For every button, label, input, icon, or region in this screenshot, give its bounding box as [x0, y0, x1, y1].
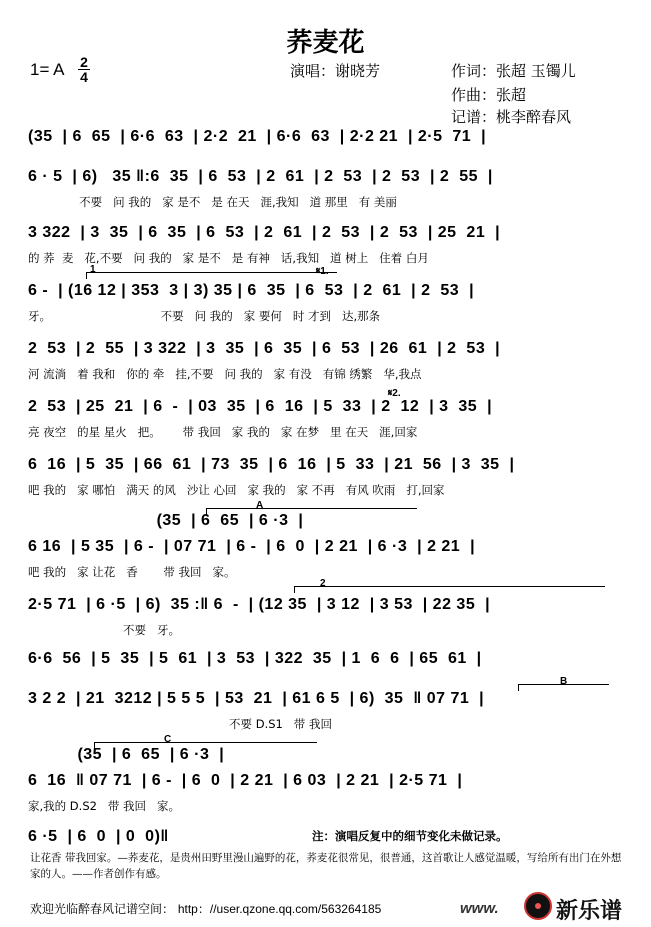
- segno-2: 𝄋2.: [388, 388, 401, 399]
- volta-a-label: A: [256, 500, 264, 511]
- volta-c-label: C: [164, 734, 172, 745]
- song-title: 荞麦花: [286, 28, 365, 58]
- notes-line: 6 - | (16 12 | 353 3 | 3) 35 | 6 35 | 6 53 | 2 61 | 2 53 |: [28, 282, 475, 299]
- notes-line: (35 | 6 65 | 6 ·3 |: [28, 512, 304, 529]
- ending-bracket-2: [294, 586, 605, 593]
- ending-2-label: 2: [320, 578, 326, 589]
- notes-line: 2 53 | 2 55 | 3 322 | 3 35 | 6 35 | 6 53 | 26 61 | 2 53 |: [28, 340, 501, 357]
- lyrics-line: 亮 夜空 的星 星火 把。 带 我回 家 我的 家 在梦 里 在天 涯,回家: [28, 425, 418, 439]
- time-sig-bottom: 4: [80, 69, 88, 85]
- logo-text: 新乐谱: [556, 899, 623, 924]
- singer-credit: 演唱：谢晓芳: [290, 62, 381, 80]
- welcome-text: 欢迎光临醉春风记谱空间：: [30, 902, 175, 916]
- notes-line: 3 2 2 | 21 3212 | 5 5 5 | 53 21 | 61 6 5 | 6) 35 ‖ 07 71 |: [28, 690, 485, 707]
- key-signature: 1= A: [30, 60, 65, 79]
- notes-line: 2·5 71 | 6 ·5 | 6) 35 :‖ 6 - | (12 35 | 3 12 | 3 53 | 22 35 |: [28, 596, 491, 613]
- lyrics-line: 牙。 不要 问 我的 家 要何 时 才到 达,那条: [28, 309, 381, 323]
- notes-line: 6 16 ‖ 07 71 | 6 - | 6 0 | 2 21 | 6 03 | 2 21 | 2·5 71 |: [28, 772, 463, 789]
- notes-line: 2 53 | 25 21 | 6 - | 03 35 | 6 16 | 5 33 | 2 12 | 3 35 |: [28, 398, 493, 415]
- lyrics-line: 的 荞 麦 花,不要 问 我的 家 是不 是 有神 话,我知 道 树上 住着 白月: [28, 251, 429, 265]
- lyrics-line: 河 流淌 着 我和 你的 牵 挂,不要 问 我的 家 有没 有锦 绣繁 华,我点: [28, 367, 422, 381]
- site-logo[interactable]: [520, 890, 648, 924]
- watermark-www: www.: [460, 900, 499, 917]
- time-sig-top: 2: [80, 54, 88, 70]
- lyrics-line: 不要 D.S1 带 我回: [28, 717, 332, 731]
- lyrics-line: 吧 我的 家 哪怕 满天 的风 沙让 心回 家 我的 家 不再 有风 吹雨 打,回家: [28, 483, 445, 497]
- notes-line: 6 · 5 | 6) 35 ‖:6 35 | 6 53 | 2 61 | 2 53 | 2 53 | 2 55 |: [28, 168, 493, 185]
- song-description: 让花香 带我回家。—荞麦花，是贵州田野里漫山遍野的花，荞麦花很常见，很普通，这首歌让人感觉温暖，写给所有出门在外想家的人。——作者创作有感。: [30, 852, 622, 880]
- notes-line: 6·6 56 | 5 35 | 5 61 | 3 53 | 322 35 | 1 6 6 | 65 61 |: [28, 650, 482, 667]
- segno-1: 𝄋1.: [316, 266, 329, 277]
- volta-b-label: B: [560, 676, 568, 687]
- notes-line: 6 16 | 5 35 | 66 61 | 73 35 | 6 16 | 5 33 | 21 56 | 3 35 |: [28, 456, 515, 473]
- music-disc-icon: [524, 892, 552, 920]
- composer-credit: 作曲：张超: [451, 86, 527, 104]
- notes-line: (35 | 6 65 | 6 ·3 |: [28, 746, 225, 763]
- lyrics-line: 家,我的 D.S2 带 我回 家。: [28, 799, 181, 813]
- notes-line: (35 | 6 65 | 6·6 63 | 2·2 21 | 6·6 63 | 2·2 21 | 2·5 71 |: [28, 128, 487, 145]
- welcome-line: [30, 900, 381, 917]
- performance-note: 注：演唱反复中的细节变化未做记录。: [312, 829, 508, 843]
- notes-line: 6 16 | 5 35 | 6 - | 07 71 | 6 - | 6 0 | 2 21 | 6 ·3 | 2 21 |: [28, 538, 476, 555]
- time-signature: [78, 56, 90, 83]
- notes-line: 3 322 | 3 35 | 6 35 | 6 53 | 2 61 | 2 53 | 2 53 | 25 21 |: [28, 224, 501, 241]
- ending-bracket-1: [86, 272, 337, 279]
- qzone-link[interactable]: http：//user.qzone.qq.com/563264185: [177, 902, 382, 916]
- transcriber-credit: 记谱：桃李醉春风: [451, 108, 572, 126]
- ending-1-label: 1: [90, 264, 96, 275]
- notes-line: 6 ·5 | 6 0 | 0 0)‖: [28, 828, 169, 845]
- lyrics-line: 不要 问 我的 家 是不 是 在天 涯,我知 道 那里 有 美丽: [28, 195, 397, 209]
- lyricist-credit: 作词：张超 玉镯儿: [451, 62, 576, 80]
- lyrics-line: 不要 牙。: [28, 623, 181, 637]
- lyrics-line: 吧 我的 家 让花 香 带 我回 家。: [28, 565, 236, 579]
